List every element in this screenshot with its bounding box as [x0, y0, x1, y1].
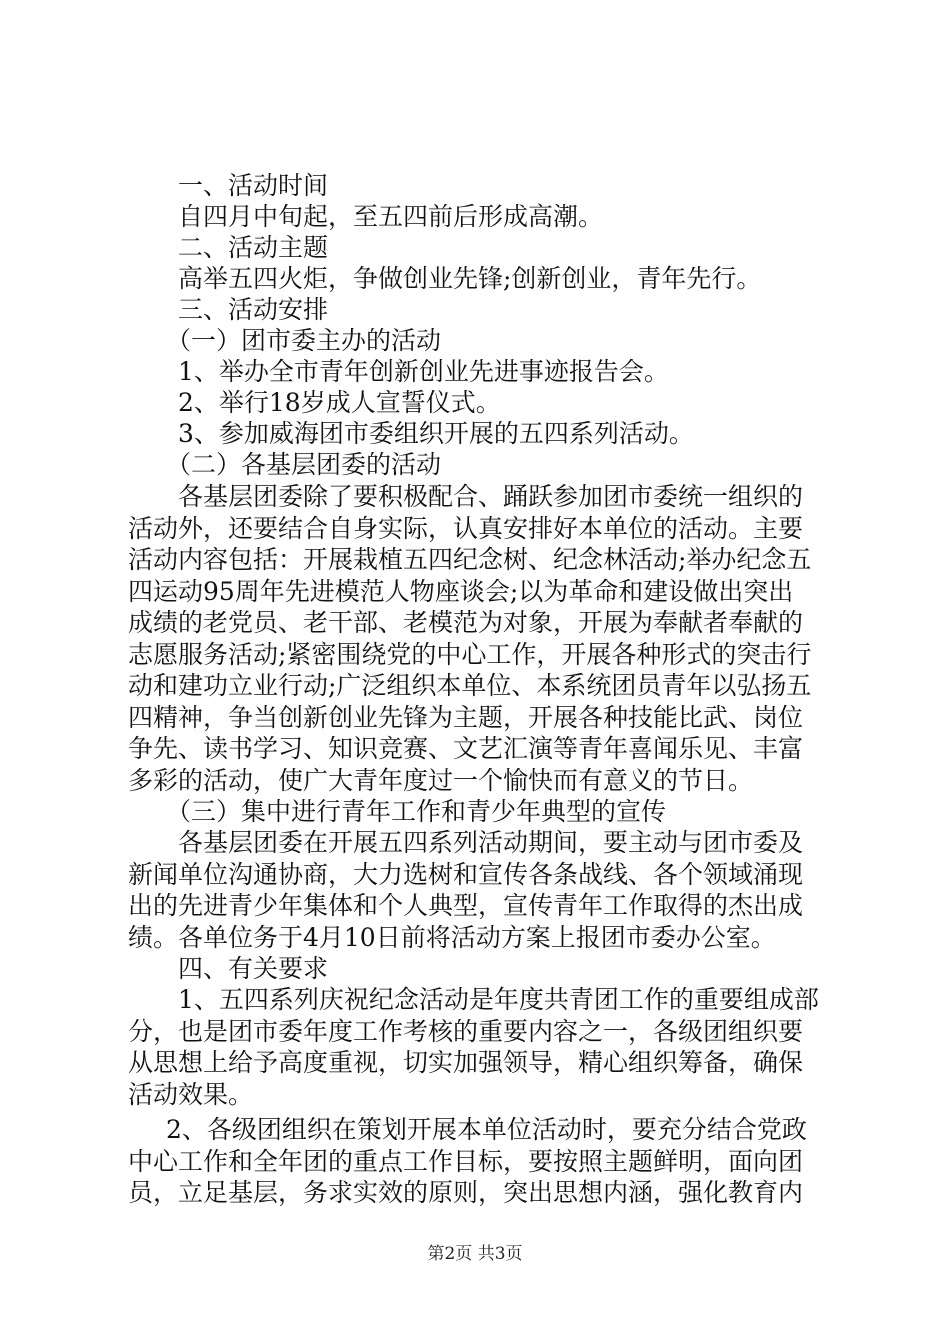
body-line: 高举五四火炬，争做创业先锋;创新创业，青年先行。 — [178, 264, 762, 293]
paragraph-line: 出的先进青少年集体和个人典型，宣传青年工作取得的杰出成 — [128, 891, 804, 920]
paragraph-requirement-1 — [128, 984, 828, 1110]
paragraph-line: 新闻单位沟通协商，大力选树和宣传各条战线、各个领域涌现 — [128, 859, 804, 889]
section-heading-1: 一、活动时间 — [178, 171, 329, 200]
list-item: 2、举行18岁成人宣誓仪式。 — [178, 388, 501, 417]
subsection-heading-2: （二）各基层团委的活动 — [166, 450, 442, 479]
section-heading-2: 二、活动主题 — [178, 233, 329, 262]
paragraph-line: 各基层团委除了要积极配合、踊跃参加团市委统一组织的 — [178, 482, 804, 511]
paragraph-line: 活动内容包括：开展栽植五四纪念树、纪念林活动;举办纪念五 — [128, 545, 812, 574]
list-item: 3、参加威海团市委组织开展的五四系列活动。 — [178, 419, 694, 448]
list-item: 1、举办全市青年创新创业先进事迹报告会。 — [178, 357, 669, 386]
paragraph-publicity — [128, 827, 828, 953]
body-line: 自四月中旬起，至五四前后形成高潮。 — [178, 202, 604, 231]
paragraph-line: 活动效果。 — [128, 1079, 254, 1109]
paragraph-line: 四精神，争当创新创业先锋为主题，开展各种技能比武、岗位 — [128, 702, 804, 732]
paragraph-line: 2、各级团组织在策划开展本单位活动时，要充分结合党政 — [166, 1115, 807, 1144]
subsection-heading-3: （三）集中进行青年工作和青少年典型的宣传 — [166, 797, 667, 826]
paragraph-line: 成绩的老党员、老干部、老模范为对象，开展为奉献者奉献的 — [128, 608, 804, 637]
subsection-heading-1: （一）团市委主办的活动 — [166, 326, 442, 355]
paragraph-grassroots-activities — [128, 481, 828, 796]
paragraph-line: 绩。各单位务于4月10日前将活动方案上报团市委办公室。 — [128, 922, 776, 952]
paragraph-line: 志愿服务活动;紧密围绕党的中心工作，开展各种形式的突击行 — [128, 639, 812, 669]
section-heading-4: 四、有关要求 — [178, 954, 329, 983]
paragraph-line: 中心工作和全年团的重点工作目标，要按照主题鲜明，面向团 — [128, 1146, 804, 1176]
paragraph-line: 员，立足基层，务求实效的原则，突出思想内涵，强化教育内 — [128, 1178, 804, 1207]
section-heading-3: 三、活动安排 — [178, 295, 329, 324]
page-number-footer: 第2页 共3页 — [427, 1244, 523, 1264]
paragraph-line: 分，也是团市委年度工作考核的重要内容之一，各级团组织要 — [128, 1016, 804, 1046]
document-body — [128, 170, 828, 1209]
paragraph-requirement-2 — [128, 1114, 828, 1209]
paragraph-line: 1、五四系列庆祝纪念活动是年度共青团工作的重要组成部 — [178, 985, 819, 1014]
paragraph-line: 四运动95周年先进模范人物座谈会;以为革命和建设做出突出 — [128, 576, 794, 606]
paragraph-line: 各基层团委在开展五四系列活动期间，要主动与团市委及 — [178, 828, 804, 857]
paragraph-line: 从思想上给予高度重视，切实加强领导，精心组织筹备，确保 — [128, 1048, 804, 1077]
paragraph-line: 多彩的活动，使广大青年度过一个愉快而有意义的节日。 — [128, 765, 754, 795]
paragraph-line: 争先、读书学习、知识竞赛、文艺汇演等青年喜闻乐见、丰富 — [128, 734, 804, 763]
paragraph-line: 活动外，还要结合自身实际，认真安排好本单位的活动。主要 — [128, 513, 804, 543]
paragraph-line: 动和建功立业行动;广泛组织本单位、本系统团员青年以弘扬五 — [128, 671, 812, 700]
